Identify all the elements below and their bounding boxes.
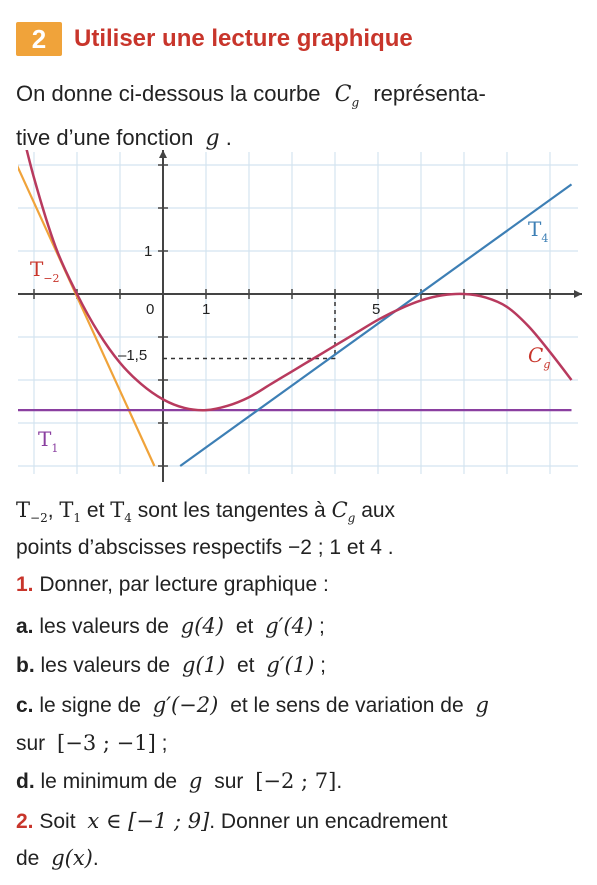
tangent-labels xyxy=(30,217,550,455)
grid xyxy=(18,152,578,474)
intro-line2: tive d’une fonction xyxy=(16,125,194,151)
tick-label-y-1: 1 xyxy=(144,243,153,260)
label-t4: $T_4$ xyxy=(528,217,549,245)
question-1d: d. le minimum de g sur [−2 ; 7]. xyxy=(16,769,343,793)
curve-name: $C_g$ xyxy=(334,82,360,110)
cg-inline: $C_g$ xyxy=(331,498,356,526)
tangent-line-2 xyxy=(180,184,571,466)
tangent-sentence: $T_{-2}$, $T_1$ et $T_4$ sont les tangentes à $C_g$ aux xyxy=(16,498,396,526)
question-2-line2: de g(x). xyxy=(16,846,99,870)
question-1a: a. les valeurs de g(4) et g′(4) ; xyxy=(16,614,325,638)
t4: $T_4$ xyxy=(110,498,132,526)
tick-label-x-5: 5 xyxy=(372,301,381,318)
question-1b: b. les valeurs de g(1) et g′(1) ; xyxy=(16,653,326,677)
tangent-sentence-line2: points d’abscisses respectifs −2 ; 1 et 4 . xyxy=(16,536,394,559)
tick-label-x-1: 1 xyxy=(202,301,211,318)
y-axis-arrow-icon xyxy=(159,150,167,158)
label-t1: $T_1$ xyxy=(38,427,59,455)
tangent-line-0 xyxy=(17,165,155,466)
question-1c-line2: sur [−3 ; −1] ; xyxy=(16,731,168,755)
intro-line2-end: . xyxy=(225,125,232,151)
intro-text-after: représenta- xyxy=(373,81,486,106)
function-name: g xyxy=(205,126,220,152)
exercise-number-badge: 2 xyxy=(16,22,62,56)
tick-label-0: 0 xyxy=(146,301,155,318)
question-1c: c. le signe de g′(−2) et le sens de variation de g xyxy=(16,693,489,717)
x-axis-arrow-icon xyxy=(574,290,582,298)
t-minus2: $T_{-2}$ xyxy=(16,498,48,526)
t1: $T_1$ xyxy=(59,498,82,526)
exercise-title: Utiliser une lecture graphique xyxy=(74,25,413,52)
exercise-header xyxy=(16,22,413,56)
intro-text-before: On donne ci-dessous la courbe xyxy=(16,81,321,106)
label-t-minus2: $T_{-2}$ xyxy=(30,257,60,285)
axes xyxy=(18,150,582,482)
label-cg: $C_g$ xyxy=(528,343,551,371)
question-1: 1. Donner, par lecture graphique : xyxy=(16,573,329,596)
function-graph xyxy=(0,144,597,484)
tick-label-y-marker: –1,5 xyxy=(118,347,148,364)
curve-cg xyxy=(17,144,572,410)
question-2: 2. Soit x ∈ [−1 ; 9]. Donner un encadrement xyxy=(16,809,448,833)
